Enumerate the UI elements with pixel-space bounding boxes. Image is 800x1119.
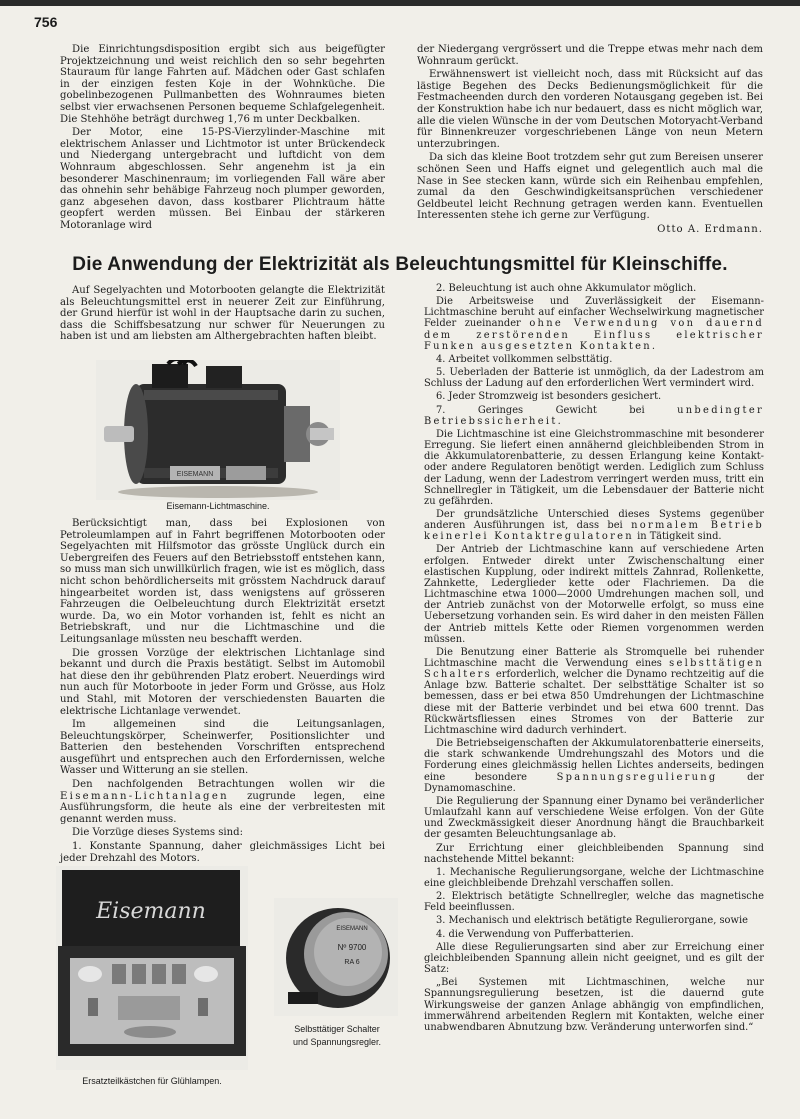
regulator-figure [274,898,398,1016]
box-brand-label: Eisemann [96,899,206,924]
paragraph: Die Lichtmaschine ist eine Gleichstrommaschine mit besonderer Erregung. Sie liefert einen annähernd gleichbleibenden Strom in die Akkumulatorenbatterie, zu dessen Erlangung keine Kontakt- oder andere Regulatoren benötigt werden. Lediglich zum Schluss der Ladung, wenn der Ladestrom verringert werden muss, tritt ein Schnellregler in Tätigkeit, um die Lebensdauer der Batterie nicht zu gefährden. [424,428,764,507]
machine-caption: Eisemann-Lichtmaschine. [166,501,270,511]
list-item: 6. Jeder Stromzweig ist besonders gesichert. [436,391,662,403]
paragraph: Auf Segelyachten und Motorbooten gelangte die Elektrizität als Beleuchtungsmittel erst in neuerer Zeit zur Einführung, der Grund hierfür ist wohl in der Hauptsache darin zu suchen, dass die Schiffsbesatzung nur schwer für Neuerungen zu haben ist und am liebsten am Althergebrachten haften bleibt. [60,285,385,343]
ersatzteil-box-figure [56,866,248,1070]
text-run: der Dynamomaschine. [424,771,764,794]
text-run: Die Benutzung einer Batterie als Stromquelle bei ruhender Lichtmaschine macht die Verwendung eines [424,646,764,669]
paragraph: Die Vorzüge dieses Systems sind: [72,827,243,839]
paragraph: Da sich das kleine Boot trotzdem sehr gut zum Bereisen unserer schönen Seen und Haffs eignet und gelegentlich auch mal die Nase in See stecken kann, würde sich ein Reihenbau empfehlen, zumal da den Geschwindigkeitsansprüchen verschiedener Geldbeutel leicht Rechnung getragen werden kann. Eventuellen Interessenten stehe ich gerne zur Verfügung. [417,152,763,222]
left-main-column [60,518,385,866]
author-signature: Otto A. Erdmann. [657,223,763,235]
paragraph [424,738,764,794]
paragraph: Zur Errichtung einer gleichbleibenden Spannung sind nachstehende Mittel bekannt: [424,842,764,865]
paragraph: Die Regulierung der Spannung einer Dynamo bei veränderlicher Umlaufzahl kann auf verschiedene Weise erfolgen. Von der Güte und Zweckmässigkeit dieser Anordnung hängt die Brauchbarkeit der gesamten Beleuchtungsanlage ab. [424,795,764,841]
paragraph: Im allgemeinen sind die Leitungsanlagen, Beleuchtungskörper, Scheinwerfer, Positionslichter und Batterien den bestehenden Vorschriften entsprechend ausgeführt und entsprechen auch den Erfordernissen, welche Wasser und Witterung an sie stellen. [60,719,385,777]
text-run: Der grundsätzliche Unterschied dieses Systems gegenüber anderen Ausführungen ist, dass bei [424,508,764,532]
text-run: Die Betriebseigenschaften der Akkumulatorenbatterie einerseits, die stark schwankende Umdrehungszahl des Motors und die Forderung eines gleichmässig hellen Lichtes anderseits, bedingen eine besondere [424,738,764,783]
list-item: 1. Mechanische Regulierungsorgane, welche der Lichtmaschine eine gleichbleibende Drehzahl verschaffen sollen. [424,866,764,889]
paragraph [424,647,764,736]
top-left-column [60,44,385,234]
list-item: 5. Ueberladen der Batterie ist unmöglich, da der Ladestrom am Schluss der Ladung auf den erforderlichen Wert vermindert wird. [424,367,764,390]
regulator-caption-line-1: Selbsttätiger Schalter [294,1024,380,1034]
machine-plate-label: EISEMANN [176,471,214,478]
spaced-text-run: selbsttätigen Schalters [424,658,764,681]
paragraph: Berücksichtigt man, dass bei Explosionen von Petroleumlampen auf in Fahrt begriffenen Motorbooten oder Segelyachten mit Hilfsmotor das grösste Unglück durch ein Uebergreifen des Feuers auf den Betriebsstoff entstehen kann, so muss man sich unwillkürlich fragen, wie ist es möglich, dass nicht schon behördlicherseits mit grösstem Nachdruck darauf hingearbeitet worden ist, dass wenigstens auf grösseren Fahrzeugen die Oelbeleuchtung durch Elektrizität ersetzt wurde. Da, wo ein Motor vorhanden ist, fehlt es nicht an Betriebskraft, und nur die Lichtmaschine und die Leitungsanlage müssten neu beschafft werden. [60,518,385,645]
list-item [424,405,764,427]
spaced-text-run: unbedingter Betriebssicherheit. [424,404,764,427]
text-run: Die Arbeitsweise und Zuverlässigkeit der Eisemann-Lichtmaschine beruht auf einfacher Wechselwirkung magnetischer Felder zueinander [424,296,764,330]
quotation: „Bei Systemen mit Lichtmaschinen, welche nur Spannungsregulierung besetzen, ist die dauernd gute Wirkungsweise der ganzen Anlage abhängig von empfindlichen, immerwährend arbeitenden Reglern mit Kontakten, welche einer unabwendbaren Abnutzung bzw. Veränderung unterworfen sind.“ [424,977,764,1033]
regulator-plate-label-1: Nº 9700 [337,943,367,952]
text-run: Den nachfolgenden Betrachtungen wollen wir die [72,779,385,791]
paragraph [424,509,764,542]
left-intro-column [60,285,385,345]
regulator-brand-label: EISEMANN [336,926,368,932]
lichtmaschine-figure [96,360,340,500]
right-main-column [424,283,764,1035]
top-border [0,0,800,6]
paragraph: 1. Konstante Spannung, daher gleichmässiges Licht bei jeder Drehzahl des Motors. [60,841,385,864]
list-item [424,296,764,352]
box-caption: Ersatzteilkästchen für Glühlampen. [82,1076,222,1086]
article-headline: Die Anwendung der Elektrizität als Beleuchtungsmittel für Kleinschiffe. [72,254,728,275]
paragraph [60,779,385,825]
list-item: 4. Arbeitet vollkommen selbsttätig. [436,353,613,365]
paragraph: Der Antrieb der Lichtmaschine kann auf verschiedene Arten erfolgen. Entweder direkt unter Zwischenschaltung einer elastischen Kupplung, oder indirekt mittels Zahnrad, Rollenkette, Zahnkette, Lederglieder kette oder Flachriemen. Da die Lichtmaschine etwa 1000—2000 Umdrehungen machen soll, und der Antrieb zunächst von der Motorwelle erfolgt, so muss eine Uebersetzung vorhanden sein. Es wird daher in den meisten Fällen der Antrieb mittels Kette oder Riemen vorgenommen werden müssen. [424,544,764,645]
paragraph: Der Motor, eine 15-PS-Vierzylinder-Maschine mit elektrischem Anlasser und Lichtmotor ist unter Brückendeck und Niedergang untergebracht und luftdicht von dem Wohnraum abgeschlossen. Sehr angenehm ist ja ein besonderer Maschinenraum; im vorliegenden Fall wäre aber das ohnehin sehr behäbige Fahrzeug noch plumper geworden, ganz abgesehen davon, dass kostbarer Plichtraum hätte geopfert werden müssen. Bei Einbau der stärkeren Motoranlage wird [60,127,385,231]
list-item: 2. Elektrisch betätigte Schnellregler, welche das magnetische Feld beeinflussen. [424,891,764,914]
list-item: 3. Mechanisch und elektrisch betätigte Regulierorgane, sowie [436,915,748,927]
top-right-column [417,44,763,236]
regulator-caption-line-2: und Spannungsregler. [292,1037,382,1047]
paragraph: Erwähnenswert ist vielleicht noch, dass mit Rücksicht auf das lästige Begehen des Decks Bedienungsmöglichkeit für die Festmacheenden durch den vorderen Notausgang gegeben ist. Bei der Konstruktion habe ich nur bedauert, dass es nicht möglich war, alle die vielen Wünsche in der vom Deutschen Motoryacht-Verband für Binnenkreuzer vorgeschriebenen Länge von neun Metern unterzubringen. [417,69,763,150]
spaced-text-run: Spannungsregulierung [556,771,718,783]
text-run: 7. Geringes Gewicht bei [436,404,678,416]
regulator-plate-label-2: RA 6 [344,959,360,966]
page-number: 756 [34,14,58,30]
list-item: 4. die Verwendung von Pufferbatterien. [436,928,634,940]
text-run: in Tätigkeit sind. [633,531,722,543]
paragraph: Alle diese Regulierungsarten sind aber zur Erreichung einer gleichbleibenden Spannung allein nicht geeignet, und es gilt der Satz: [424,941,764,976]
spaced-text-run: ohne Verwendung von dauernd dem zerstörenden Einfluss elektrischer Funken ausgesetzten Kontakten. [424,318,764,352]
spaced-text-run: Eisemann-Lichtanlagen [60,790,229,802]
text-run: erforderlich, welcher die Dynamo rechtzeitig auf die Anlage bzw. Batterie schaltet. Der selbsttätige Schalter ist so bemessen, dass er bei etwa 850 Umdrehungen der Lichtmaschine diese mit der Batterie verbindet und bei etwa 600 trennt. Das Rückwärtsfliessen eines Stromes von der Batterie zur Lichtmaschine wird dadurch verhindert. [424,669,764,736]
spaced-text-run: normalem Betrieb keinerlei Kontaktregulatoren [424,520,764,543]
paragraph: der Niedergang vergrössert und die Treppe etwas mehr nach dem Wohnraum gerückt. [417,44,763,67]
list-item: 2. Beleuchtung ist auch ohne Akkumulator möglich. [436,283,697,294]
paragraph: Die grossen Vorzüge der elektrischen Lichtanlage sind bekannt und durch die Praxis bestätigt. Selbst im Automobil hat diese den ihr gebührenden Platz erobert. Neuerdings wird nun auch für Motorboote in jeder Form und Grösse, aus Holz und Stahl, mit Motoren der verschiedensten Bauarten die elektrische Lichtanlage verwendet. [60,647,385,717]
text-run: zugrunde legen, eine Ausführungsform, die heute als eine der verbreitesten mit genannt werden muss. [60,790,385,825]
paragraph: Die Einrichtungsdisposition ergibt sich aus beigefügter Projektzeichnung und weist reichlich den so sehr begehrten Stauraum für lange Fahrten auf. Mädchen oder Gast schlafen in der einzigen festen Koje in der Wohnküche. Die gobelinbezogenen Pullmanbetten des Wohnraumes bieten selbst vier erwachsenen Personen bequeme Schlafgelegenheit. Die Stehhöhe beträgt durchweg 1,76 m unter Deckbalken. [60,44,385,125]
